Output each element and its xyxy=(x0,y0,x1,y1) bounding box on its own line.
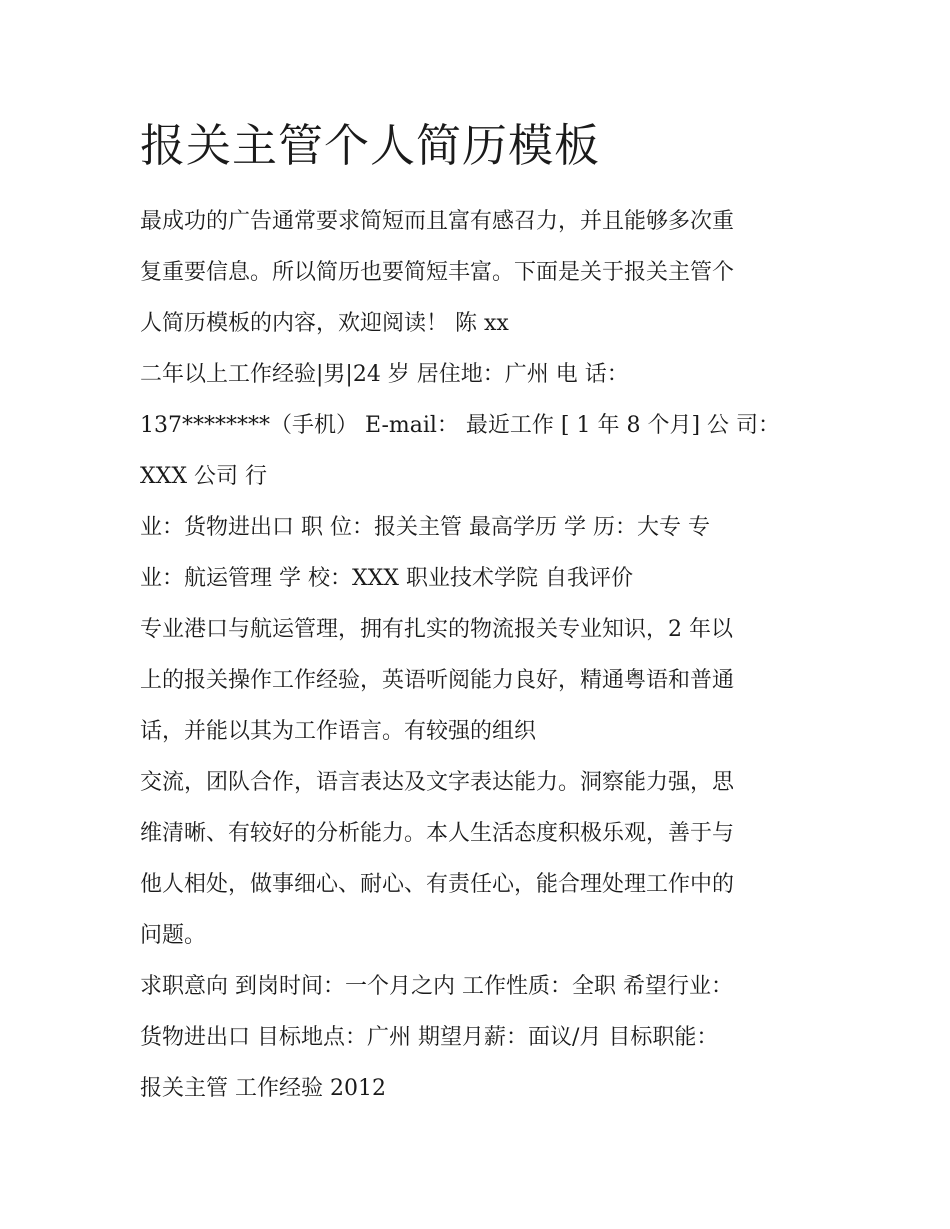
body-line: XXX 公司 行 xyxy=(140,464,267,489)
body-line: 业：航运管理 学 校：XXX 职业技术学院 自我评价 xyxy=(140,566,633,591)
body-line: 维清晰、有较好的分析能力。本人生活态度积极乐观，善于与 xyxy=(140,821,735,846)
body-line: 人简历模板的内容，欢迎阅读！ 陈 xx xyxy=(140,311,509,336)
body-line: 上的报关操作工作经验，英语听阅能力良好，精通粤语和普通 xyxy=(140,668,735,693)
body-line: 问题。 xyxy=(140,923,207,948)
body-line: 最成功的广告通常要求简短而且富有感召力，并且能够多次重 xyxy=(140,209,735,234)
body-line: 137********（手机） E-mail： 最近工作 [ 1 年 8 个月] 公 司： xyxy=(140,413,781,438)
body-line: 交流，团队合作，语言表达及文字表达能力。洞察能力强，思 xyxy=(140,770,735,795)
body-line: 二年以上工作经验|男|24 岁 居住地：广州 电 话： xyxy=(140,362,629,387)
document-title: 报关主管个人简历模板 xyxy=(140,119,601,172)
body-line: 货物进出口 目标地点：广州 期望月薪：面议/月 目标职能： xyxy=(140,1025,719,1050)
body-line: 话，并能以其为工作语言。有较强的组织 xyxy=(140,719,537,744)
body-line: 业：货物进出口 职 位：报关主管 最高学历 学 历：大专 专 xyxy=(140,515,710,540)
document-body xyxy=(140,196,820,1114)
body-line: 报关主管 工作经验 2012 xyxy=(140,1076,386,1101)
body-line: 复重要信息。所以简历也要简短丰富。下面是关于报关主管个 xyxy=(140,260,735,285)
body-line: 专业港口与航运管理，拥有扎实的物流报关专业知识，2 年以 xyxy=(140,617,733,642)
body-line: 他人相处，做事细心、耐心、有责任心，能合理处理工作中的 xyxy=(140,872,735,897)
body-line: 求职意向 到岗时间：一个月之内 工作性质：全职 希望行业： xyxy=(140,974,733,999)
